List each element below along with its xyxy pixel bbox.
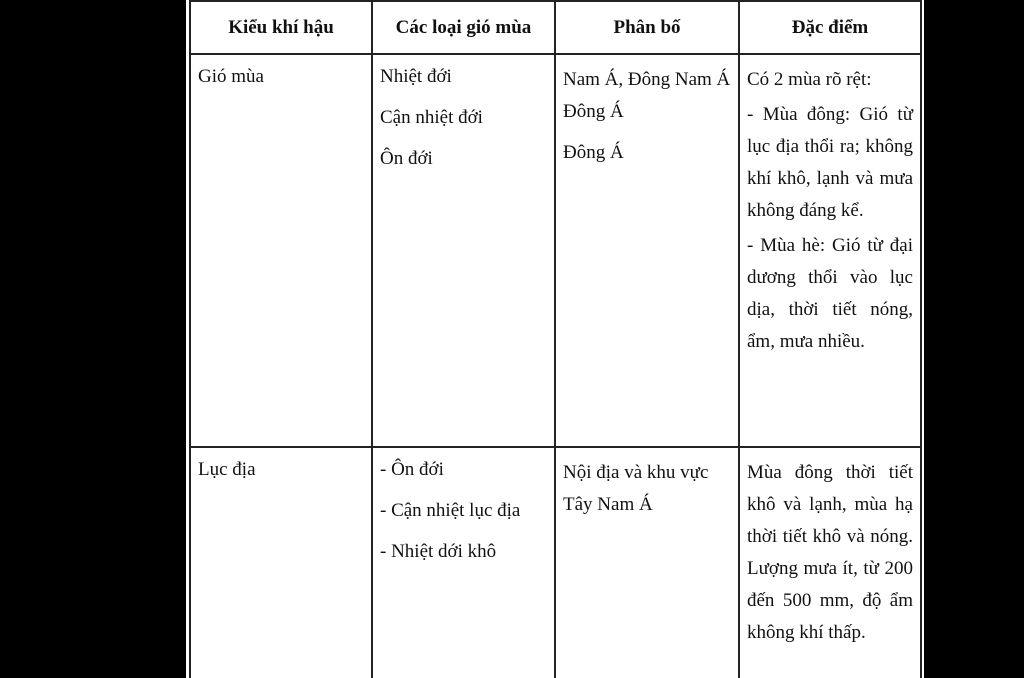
distribution-item: Đông Á [563,142,624,163]
wind-type-item: - Nhiệt dới khô [380,541,497,562]
climate-label: Gió mùa [198,66,264,87]
header-monsoon-types: Các loại gió mùa [372,1,555,54]
feature-text: - Mùa hè: Gió từ đại dương thổi vào lục dịa, thời tiết nóng, ẩm, mưa nhiều. [747,235,913,352]
wind-type-item: Cận nhiệt đới [380,107,483,128]
distribution-item: Nam Á, Đông Nam Á [563,69,731,90]
cell-climate [190,447,372,678]
climate-label: Lục địa [198,459,256,480]
wind-type-item: - Ôn đới [380,459,444,480]
cell-features [739,54,921,447]
header-climate-type: Kiểu khí hậu [190,1,372,54]
feature-text: - Mùa đông: Gió từ lục địa thổi ra; không khí khô, lạnh và mưa không đáng kể. [747,104,913,221]
feature-text: Mùa đông thời tiết khô và lạnh, mùa hạ thời tiết khô và nóng. Lượng mưa ít, từ 200 đến 500 mm, độ ẩm không khí thấp. [747,462,913,643]
cell-distribution [555,54,739,447]
feature-text: Có 2 mùa rõ rệt: [747,69,872,90]
climate-table [189,0,922,678]
document-page [186,0,924,678]
header-features: Đặc điểm [739,1,921,54]
wind-type-item: - Cận nhiệt lục địa [380,500,521,521]
cell-wind-types [372,54,555,447]
table-header-row [190,1,921,54]
cell-climate [190,54,372,447]
wind-type-item: Nhiệt đới [380,66,452,87]
wind-type-item: Ôn đới [380,148,433,169]
cell-distribution [555,447,739,678]
distribution-item: Đông Á [563,101,624,122]
distribution-item: Nội địa và khu vực Tây Nam Á [563,462,709,515]
cell-features [739,447,921,678]
table-row [190,54,921,447]
cell-wind-types [372,447,555,678]
header-distribution: Phân bố [555,1,739,54]
table-row [190,447,921,678]
